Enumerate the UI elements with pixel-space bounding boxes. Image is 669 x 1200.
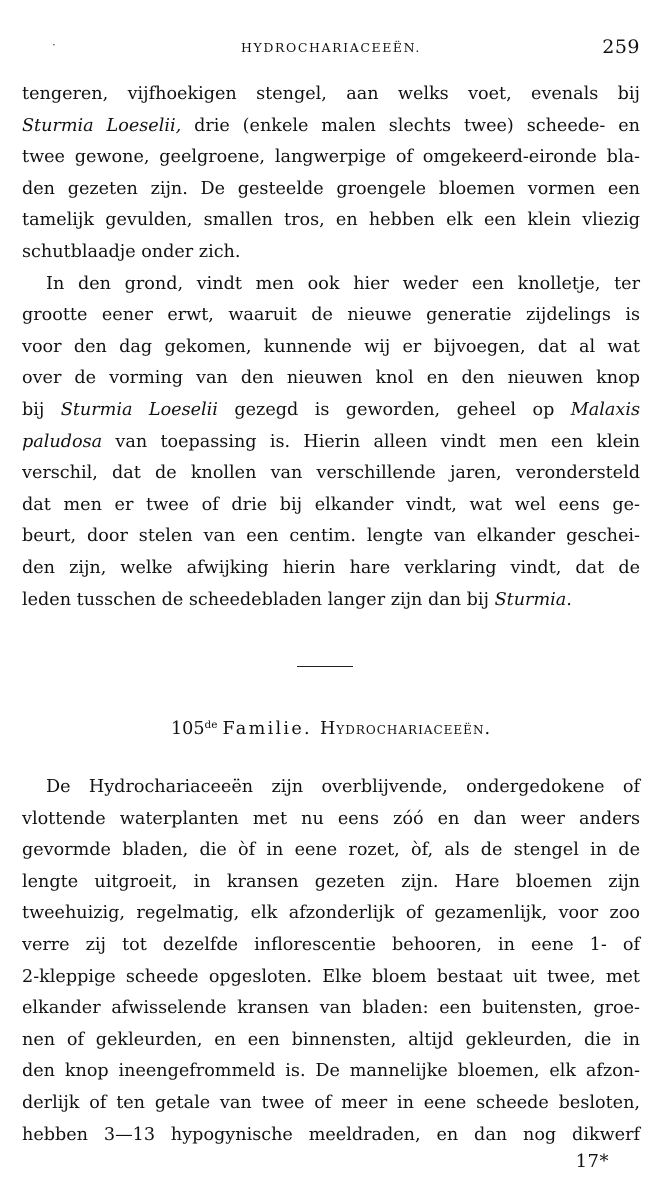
text-line: [22, 993, 640, 1025]
text-line: [22, 363, 640, 395]
text-line: [22, 1120, 640, 1152]
text-segment: gezegd is geworden, geheel op: [217, 399, 571, 420]
text-line: [22, 237, 640, 269]
family-number: [171, 719, 218, 739]
text-block-bottom: [22, 772, 640, 1151]
paragraph-1: [22, 79, 640, 269]
text-block-top: [22, 79, 640, 616]
text-segment: schutblaadje onder zich.: [22, 241, 241, 262]
text-line: [22, 1025, 640, 1057]
text-line: [22, 142, 640, 174]
text-line: [22, 804, 640, 836]
text-segment: den knop ineengefrommeld is. De mannelijke bloemen, elk afzon-: [22, 1061, 640, 1082]
text-line: [22, 772, 640, 804]
text-segment: vlottende waterplanten met nu eens zóó en dan weer anders: [22, 808, 640, 829]
text-segment: twee gewone, geelgroene, langwerpige of omgekeerd-eironde bla-: [22, 147, 640, 168]
text-line: [22, 1088, 640, 1120]
family-number-suffix: de: [204, 719, 218, 731]
italic-taxon: Malaxis: [570, 399, 640, 420]
text-segment: verre zij tot dezelfde inflorescentie behooren, in eene 1- of: [22, 934, 640, 955]
text-line: [22, 867, 640, 899]
text-segment: bij: [22, 399, 61, 420]
family-label: Familie.: [222, 719, 312, 739]
text-segment: In den grond, vindt men ook hier weder een knolletje, ter: [46, 273, 640, 294]
text-segment: grootte eener erwt, waaruit de nieuwe generatie zijdelings is: [22, 305, 640, 326]
text-segment: tweehuizig, regelmatig, elk afzonderlijk of gezamenlijk, voor zoo: [22, 903, 640, 924]
text-line: [22, 427, 640, 459]
text-segment: gevormde bladen, die òf in eene rozet, òf, als de stengel in de: [22, 840, 640, 861]
text-segment: drie (enkele malen slechts twee) scheede- en: [181, 115, 640, 136]
text-segment: dat men er twee of drie bij elkander vindt, wat wel eens ge-: [22, 494, 640, 515]
text-line: [22, 521, 640, 553]
italic-taxon: Sturmia Loeselii,: [22, 115, 182, 136]
text-segment: beurt, door stelen van een centim. lengte van elkander geschei-: [22, 526, 640, 547]
text-segment: over de vorming van den nieuwen knol en den nieuwen knop: [22, 368, 640, 389]
text-segment: van toepassing is. Hierin alleen vindt men een klein: [102, 431, 640, 452]
signature-mark: 17*: [575, 1151, 609, 1172]
text-line: [22, 930, 640, 962]
text-segment: 2-kleppige scheede opgesloten. Elke bloem bestaat uit twee, met: [22, 966, 640, 987]
italic-taxon: Sturmia.: [494, 589, 572, 610]
family-name: Hydrochariaceeën.: [319, 719, 492, 739]
text-line: [22, 205, 640, 237]
paragraph-2: [22, 269, 640, 617]
text-line: [22, 585, 640, 617]
text-segment: De Hydrochariaceeën zijn overblijvende, ondergedokene of: [46, 777, 640, 797]
text-segment: tamelijk gevulden, smallen tros, en hebben elk een klein vliezig: [22, 210, 640, 231]
text-line: [22, 835, 640, 867]
text-segment: leden tusschen de scheedebladen langer zijn dan bij: [22, 589, 495, 610]
header-mark: ·: [52, 38, 56, 52]
section-divider: [297, 666, 353, 667]
text-line: [22, 490, 640, 522]
text-segment: den zijn, welke afwijking hierin hare verklaring vindt, dat de: [22, 557, 640, 578]
text-segment: voor den dag gekomen, kunnende wij er bijvoegen, dat al wat: [22, 336, 640, 357]
text-line: [22, 111, 640, 143]
text-segment: elkander afwisselende kransen van bladen: een buitensten, groe-: [22, 998, 640, 1019]
text-segment: nen of gekleurden, en een binnensten, altijd gekleurden, die in: [22, 1029, 640, 1050]
text-line: [22, 458, 640, 490]
text-line: [22, 79, 640, 111]
text-line: [22, 962, 640, 994]
text-segment: hebben 3—13 hypogynische meeldraden, en dan nog dikwerf: [22, 1124, 640, 1145]
family-heading: [22, 719, 640, 739]
text-line: [22, 174, 640, 206]
text-segment: derlijk of ten getale van twee of meer in eene scheede besloten,: [22, 1092, 640, 1113]
text-line: [22, 332, 640, 364]
italic-taxon: Sturmia Loeselii: [60, 399, 218, 420]
text-line: [22, 300, 640, 332]
italic-taxon: paludosa: [22, 431, 103, 452]
text-segment: den gezeten zijn. De gesteelde groengele bloemen vormen een: [22, 178, 640, 199]
text-line: [22, 269, 640, 301]
running-title: HYDROCHARIACEEËN.: [241, 40, 421, 55]
text-line: [22, 1056, 640, 1088]
text-segment: lengte uitgroeit, in kransen gezeten zijn. Hare bloemen zijn: [22, 871, 640, 892]
family-number-value: 105: [170, 719, 205, 739]
text-segment: tengeren, vijfhoekigen stengel, aan welks voet, evenals bij: [22, 84, 640, 104]
text-line: [22, 898, 640, 930]
page-number: 259: [602, 36, 640, 58]
text-segment: verschil, dat de knollen van verschillende jaren, verondersteld: [22, 463, 640, 484]
text-line: [22, 395, 640, 427]
running-head: [22, 36, 640, 60]
paragraph-3: [22, 772, 640, 1151]
text-line: [22, 553, 640, 585]
